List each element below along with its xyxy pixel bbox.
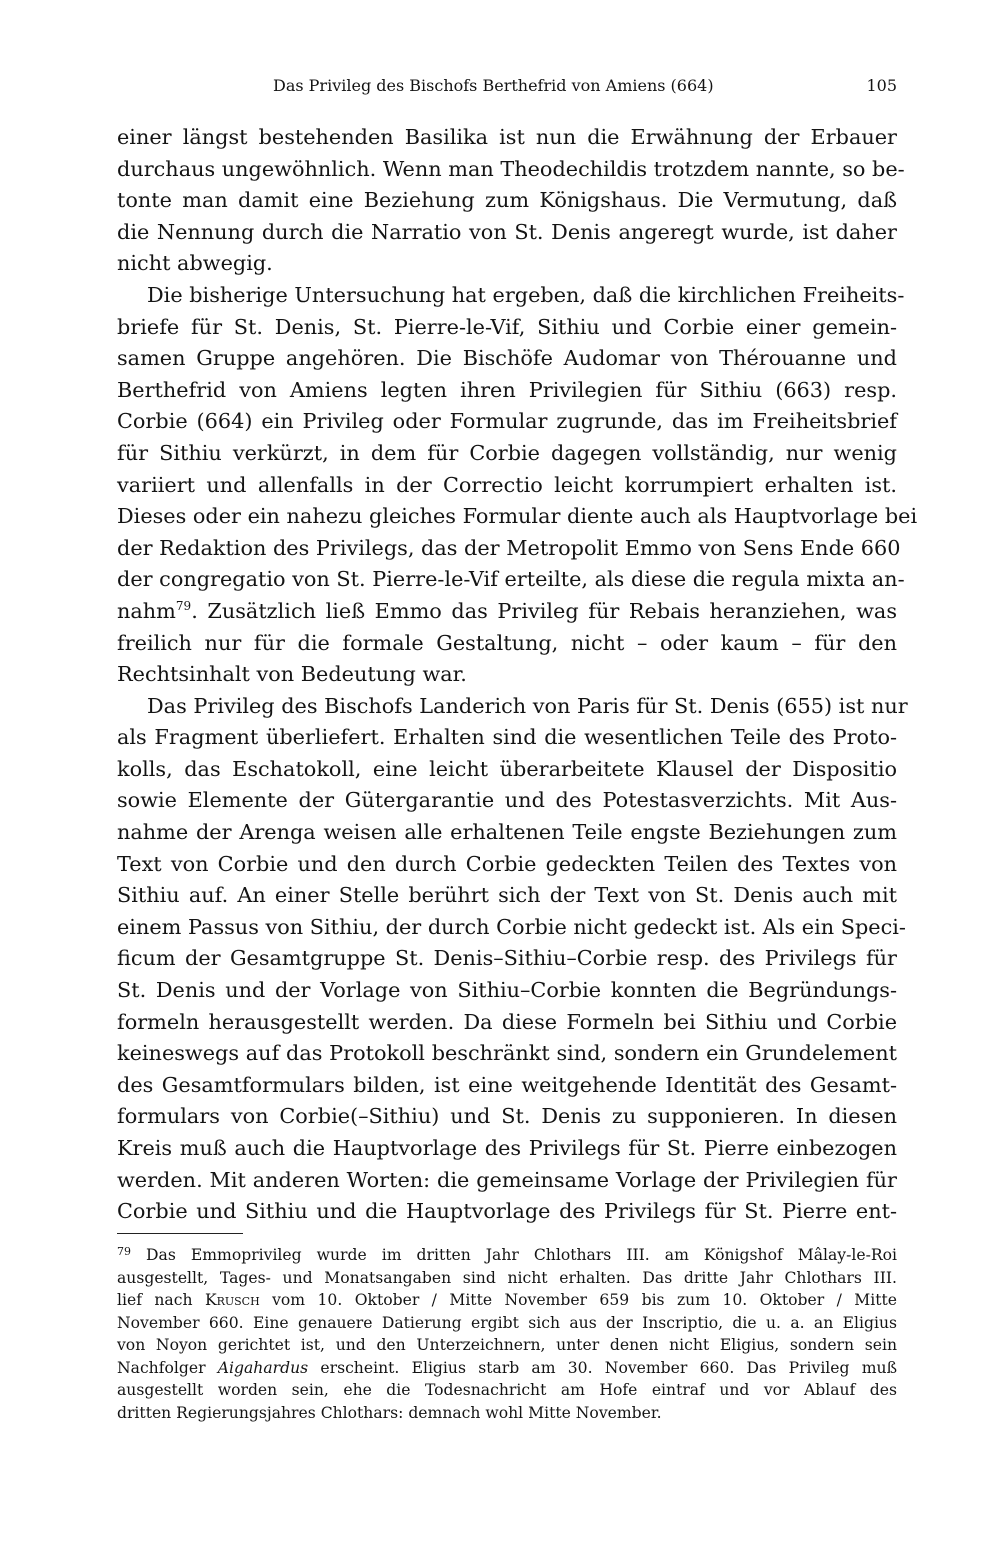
footnote-line: ausgestellt, Tages- und Monatsangaben sind nicht erhalten. Das dritte Jahr Chlothars III. [117, 1268, 897, 1287]
text-fragment: nahm [117, 598, 176, 623]
text-line: Die bisherige Untersuchung hat ergeben, daß die kirchlichen Freiheits- [147, 282, 905, 307]
text-line: keineswegs auf das Protokoll beschränkt sind, sondern ein Grundelement [117, 1041, 897, 1066]
footnote-line: von Noyon gerichtet ist, und den Unterzeichnern, unter denen nicht Eligius, sondern sein [117, 1336, 897, 1354]
text-line: formeln herausgestellt werden. Da diese Formeln bei Sithiu und Corbie [117, 1009, 897, 1034]
text-line: für Sithiu verkürzt, in dem für Corbie dagegen vollständig, nur wenig [117, 440, 897, 465]
footnote-line [117, 1289, 897, 1312]
text-fragment: Das Emmoprivileg wurde im dritten Jahr Chlothars III. am Königshof Mâlay-le-Roi [146, 1246, 897, 1264]
text-line: variiert und allenfalls in der Correctio leicht korrumpiert erhalten ist. [117, 472, 897, 497]
italic-name: Aigahardus [217, 1358, 309, 1377]
footnote-line: ausgestellt worden sein, ehe die Todesnachricht am Hofe eintraf und vor Ablauf des [117, 1381, 897, 1399]
text-line: die Nennung durch die Narratio von St. Denis angeregt wurde, ist daher [117, 219, 897, 244]
text-line: werden. Mit anderen Worten: die gemeinsame Vorlage der Privilegien für [117, 1167, 897, 1192]
footnote-line [117, 1357, 897, 1380]
text-line: Kreis muß auch die Hauptvorlage des Privilegs für St. Pierre einbezogen [117, 1136, 897, 1160]
footnote-reference[interactable]: 79 [175, 598, 192, 613]
text-line: Das Privileg des Bischofs Landerich von Paris für St. Denis (655) ist nur [147, 693, 908, 718]
text-line: nicht abwegig. [117, 251, 273, 276]
text-line: Rechtsinhalt von Bedeutung war. [117, 662, 467, 687]
footnote [117, 1244, 897, 1424]
footnote-line: November 660. Eine genauere Datierung ergibt sich aus der Inscriptio, die u. a. an Eligius [117, 1313, 897, 1332]
text-fragment: erscheint. Eligius starb am 30. November 660. Das Privileg muß [320, 1358, 897, 1377]
text-line: nahme der Arenga weisen alle erhaltenen Teile engste Beziehungen zum [117, 820, 897, 845]
footnote-line: dritten Regierungsjahres Chlothars: demnach wohl Mitte November. [117, 1403, 662, 1422]
text-line: formulars von Corbie(–Sithiu) und St. Denis zu supponieren. In diesen [117, 1104, 897, 1129]
text-line: durchaus ungewöhnlich. Wenn man Theodechildis trotzdem nannte, so be- [117, 156, 905, 181]
running-title: Das Privileg des Bischofs Berthefrid von Amiens (664) [273, 76, 714, 95]
text-line: einer längst bestehenden Basilika ist nun die Erwähnung der Erbauer [117, 125, 897, 149]
text-line: samen Gruppe angehören. Die Bischöfe Audomar von Thérouanne und [117, 346, 897, 371]
author-name: Krusch [204, 1291, 260, 1309]
text-line: Berthefrid von Amiens legten ihren Privilegien für Sithiu (663) resp. [117, 377, 897, 402]
text-line: kolls, das Eschatokoll, eine leicht überarbeitete Klausel der Dispositio [117, 756, 897, 781]
text-line: Sithiu auf. An einer Stelle berührt sich der Text von St. Denis auch mit [117, 883, 897, 908]
text-line: Text von Corbie und den durch Corbie gedeckten Teilen des Textes von [117, 851, 897, 876]
page-number: 105 [866, 76, 897, 95]
text-fragment: lief nach [117, 1291, 193, 1309]
text-line: tonte man damit eine Beziehung zum Königshaus. Die Vermutung, daß [117, 188, 897, 213]
text-fragment: vom 10. Oktober / Mitte November 659 bis zum 10. Oktober / Mitte [272, 1291, 897, 1309]
text-line: Dieses oder ein nahezu gleiches Formular diente auch als Hauptvorlage bei [117, 504, 918, 529]
text-line: briefe für St. Denis, St. Pierre-le-Vif, Sithiu und Corbie einer gemein- [117, 314, 897, 339]
body-text [117, 122, 918, 1228]
text-line: der congregatio von St. Pierre-le-Vif erteilte, als diese die regula mixta an- [117, 567, 905, 592]
text-line: ficum der Gesamtgruppe St. Denis–Sithiu–Corbie resp. des Privilegs für [117, 946, 897, 971]
running-header [117, 76, 897, 100]
text-line: Corbie und Sithiu und die Hauptvorlage des Privilegs für St. Pierre ent- [117, 1199, 897, 1224]
text-line: Corbie (664) ein Privileg oder Formular zugrunde, das im Freiheitsbrief [117, 409, 897, 434]
text-line: der Redaktion des Privilegs, das der Metropolit Emmo von Sens Ende 660 [117, 535, 901, 560]
footnote-line [117, 1244, 897, 1267]
text-line: St. Denis und der Vorlage von Sithiu–Corbie konnten die Begründungs- [117, 978, 897, 1003]
text-line: einem Passus von Sithiu, der durch Corbie nicht gedeckt ist. Als ein Speci- [117, 914, 906, 939]
footnote-divider [117, 1233, 243, 1234]
text-fragment: . Zusätzlich ließ Emmo das Privileg für Rebais heranziehen, was [191, 598, 897, 623]
footnote-marker: 79 [117, 1245, 131, 1258]
text-line: freilich nur für die formale Gestaltung, nicht – oder kaum – für den [117, 630, 897, 655]
text-fragment: Nachfolger [117, 1358, 206, 1377]
text-line: als Fragment überliefert. Erhalten sind die wesentlichen Teile des Proto- [117, 725, 897, 750]
text-line [117, 596, 897, 628]
text-line: sowie Elemente der Gütergarantie und des Potestasverzichts. Mit Aus- [117, 788, 897, 813]
text-line: des Gesamtformulars bilden, ist eine weitgehende Identität des Gesamt- [117, 1072, 897, 1097]
